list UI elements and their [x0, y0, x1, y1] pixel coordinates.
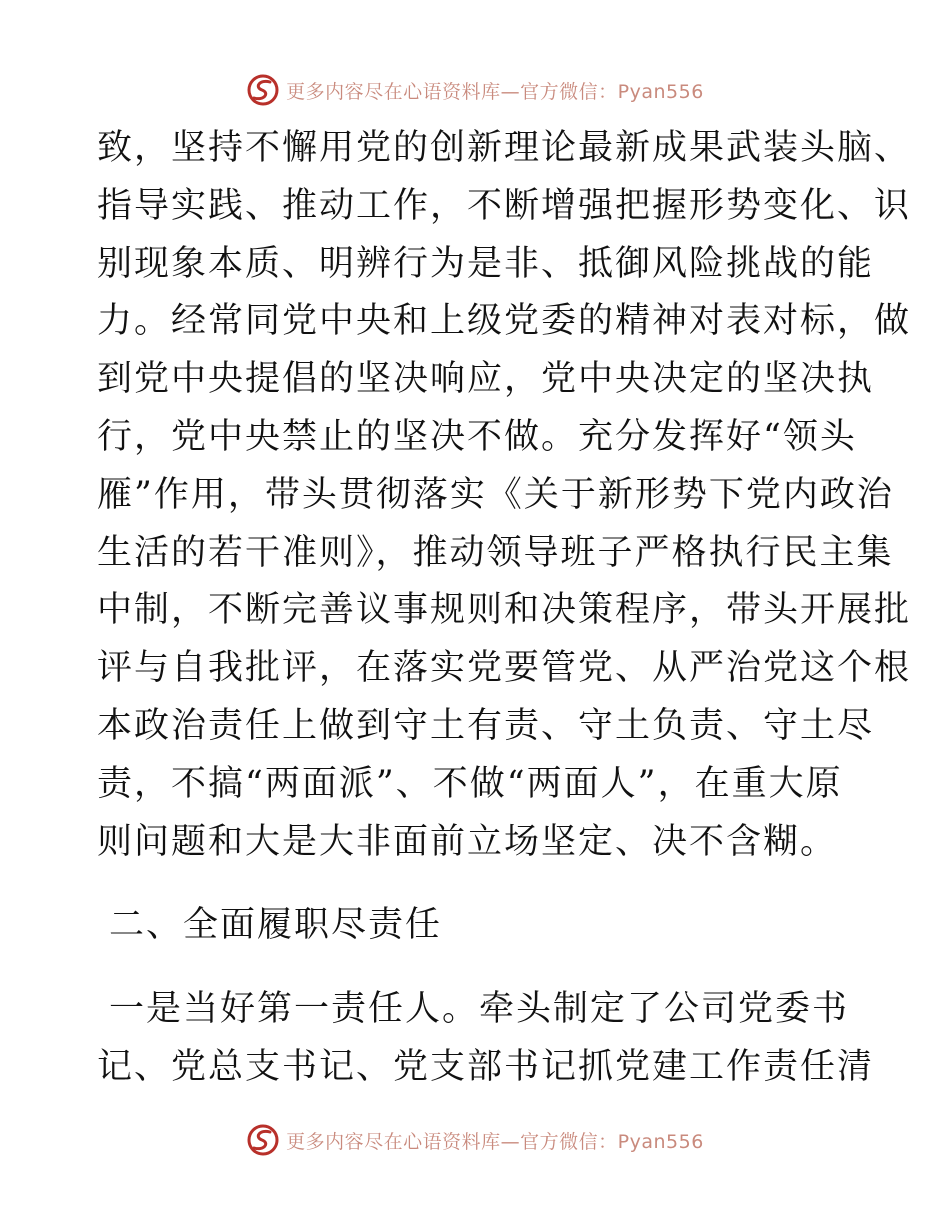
section-line: 一是当好第一责任人。牵头制定了公司党委书 [109, 989, 850, 1030]
section-line: 记、党总支书记、党支部书记抓党建工作责任清 [97, 1046, 875, 1087]
body-line: 致，坚持不懈用党的创新理论最新成果武装头脑、 [97, 128, 912, 168]
body-line: 责，不搞“两面派”、不做“两面人”，在重大原 [97, 763, 843, 804]
section-heading: 二、全面履职尽责任 [109, 905, 443, 946]
body-line: 雁”作用，带头贯彻落实《关于新形势下党内政治 [97, 474, 894, 515]
body-line: 指导实践、推动工作，不断增强把握形势变化、识 [97, 185, 912, 226]
body-line: 力。经常同党中央和上级党委的精神对表对标，做 [97, 301, 912, 342]
header-watermark [0, 70, 950, 110]
cursive-s-logo-icon [246, 73, 280, 107]
cursive-s-logo-icon [246, 1123, 280, 1157]
body-line: 行，党中央禁止的坚决不做。充分发挥好“领头 [97, 416, 857, 457]
body-line: 到党中央提倡的坚决响应，党中央决定的坚决执 [97, 359, 875, 400]
body-line: 别现象本质、明辨行为是非、抵御风险挑战的能 [97, 243, 875, 284]
document-body [97, 120, 912, 1097]
header-watermark-text: 更多内容尽在心语资料库—官方微信：Pyan556 [286, 80, 704, 103]
body-line: 本政治责任上做到守土有责、守土负责、守土尽 [97, 705, 875, 746]
body-line: 生活的若干准则》，推动领导班子严格执行民主集 [97, 532, 894, 573]
body-line: 则问题和大是大非面前立场坚定、决不含糊。 [97, 821, 838, 862]
body-line: 评与自我批评，在落实党要管党、从严治党这个根 [97, 648, 912, 689]
footer-watermark [0, 1120, 950, 1160]
footer-watermark-text: 更多内容尽在心语资料库—官方微信：Pyan556 [286, 1130, 704, 1153]
body-line: 中制，不断完善议事规则和决策程序，带头开展批 [97, 590, 912, 631]
